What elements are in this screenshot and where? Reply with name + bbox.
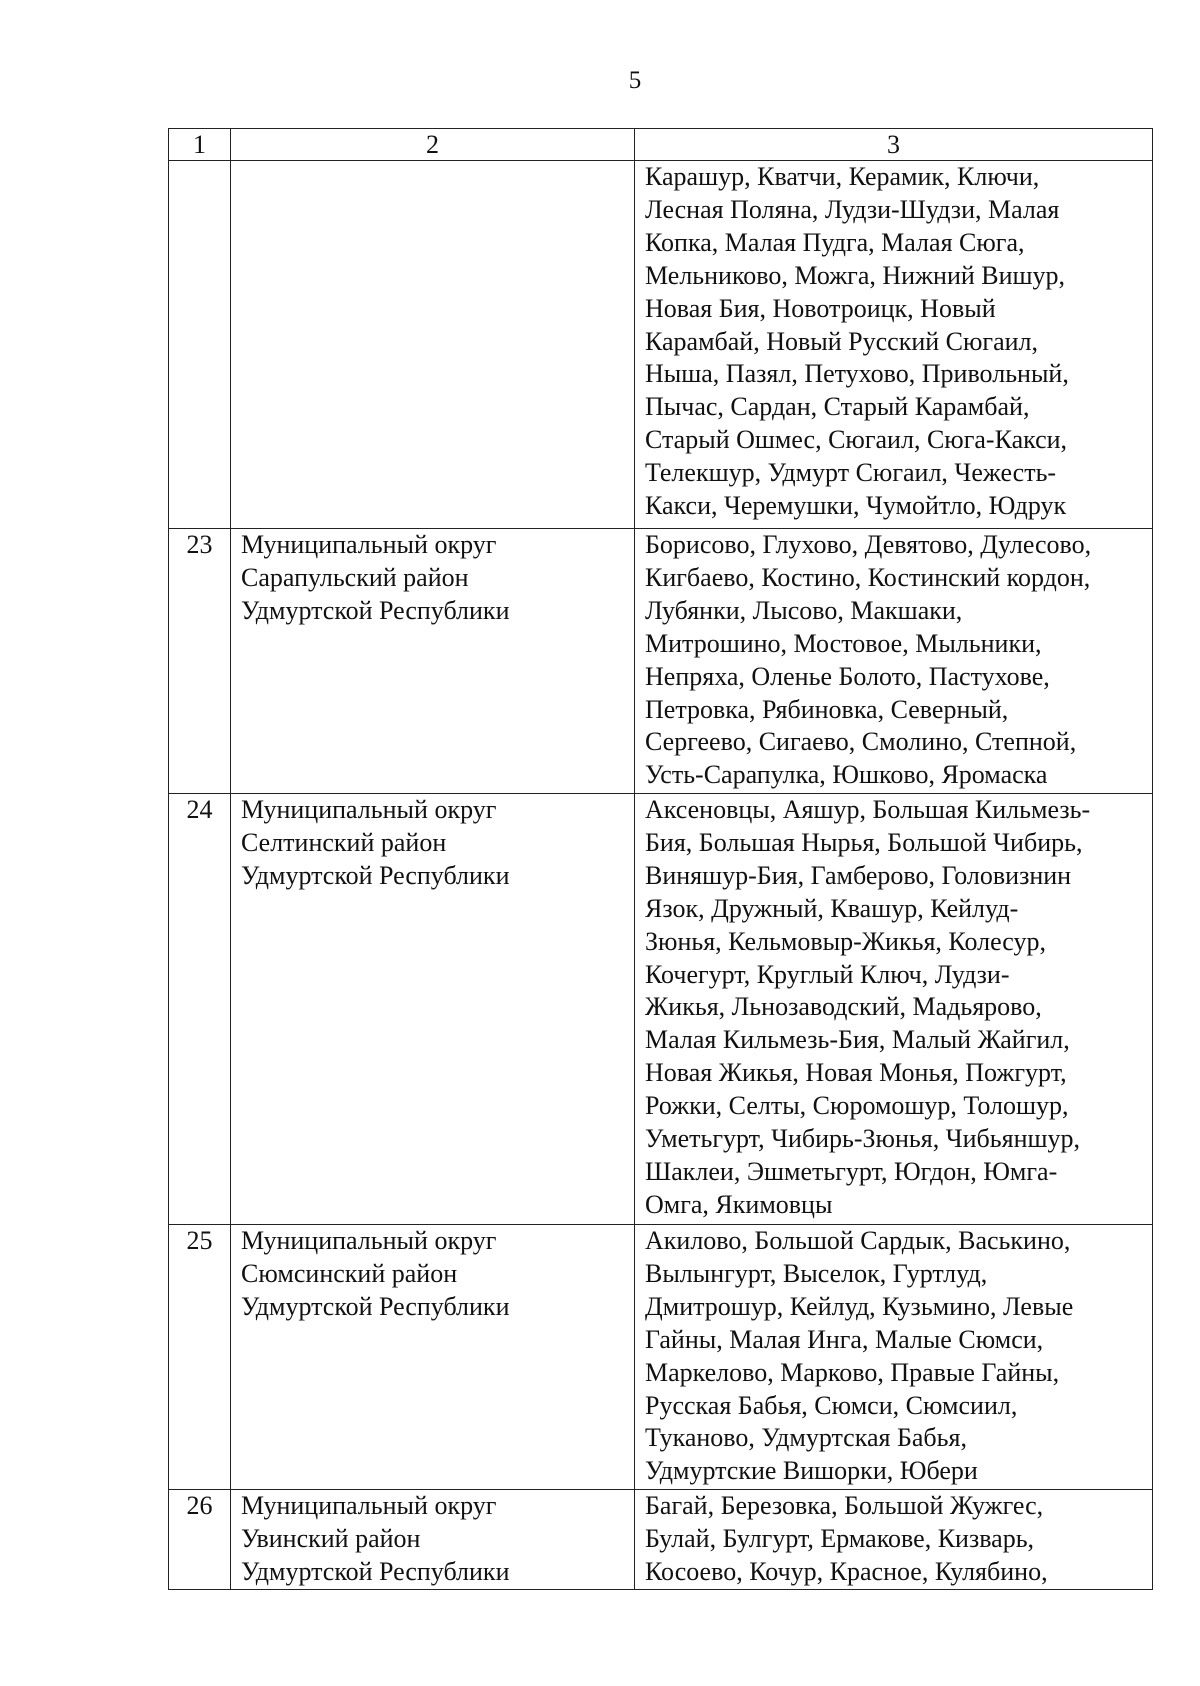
settlements-line: Жикья, Льнозаводский, Мадьярово, [645,992,1042,1022]
table-row [169,794,1153,1225]
settlements-line: Русская Бабья, Сюмси, Сюмсиил, [645,1390,1018,1420]
settlements-line: Новая Бия, Новотроицк, Новый [645,293,996,323]
settlements-line: Язок, Дружный, Квашур, Кейлуд- [645,893,1019,923]
column-header-2: 2 [231,129,635,161]
settlements-line: Дмитрошур, Кейлуд, Кузьмино, Левые [645,1291,1074,1321]
settlements-line: Маркелово, Марково, Правые Гайны, [645,1357,1060,1387]
table-row [169,1225,1153,1490]
settlements-line: Ныша, Пазял, Петухово, Привольный, [645,359,1069,389]
table-row [169,1490,1153,1590]
region-name: Муниципальный округ Сюмсинский район Удмуртской Республики [231,1225,635,1490]
region-name: Муниципальный округ Селтинский район Удмуртской Республики [231,794,635,1225]
settlements-line: Малая Кильмезь-Бия, Малый Жайгил, [645,1025,1070,1055]
settlements-line: Сергеево, Сигаево, Смолино, Степной, [645,727,1077,757]
settlements-line: Карамбай, Новый Русский Сюгаил, [645,326,1039,356]
region-name: Муниципальный округ Увинский район Удмуртской Республики [231,1490,635,1590]
settlements-line: Косоево, Кочур, Красное, Кулябино, [645,1556,1048,1586]
settlements-line: Непряха, Оленье Болото, Пастухове, [645,661,1050,691]
settlements-line: Борисово, Глухово, Девятово, Дулесово, [645,530,1092,559]
settlements-line: Шаклеи, Эшметьгурт, Югдон, Юмга- [645,1156,1058,1186]
settlements-line: Гайны, Малая Инга, Малые Сюмси, [645,1324,1044,1354]
settlements-line: Копка, Малая Пудга, Малая Сюга, [645,227,1025,257]
row-number: 24 [169,794,231,1225]
settlements-line: Аксеновцы, Аяшур, Большая Кильмезь- [645,795,1091,824]
settlements-line: Усть-Сарапулка, Юшково, Яромаска [645,760,1048,790]
row-number: 26 [169,1490,231,1590]
settlements-table [168,128,1153,1590]
settlements-line: Кигбаево, Костино, Костинский кордон, [645,562,1091,592]
settlements-line: Багай, Березовка, Большой Жужгес, [645,1491,1044,1520]
settlements-line: Виняшур-Бия, Гамберово, Головизнин [645,860,1072,890]
settlements-line: Булай, Булгурт, Ермакове, Кизварь, [645,1523,1035,1553]
settlements-line: Старый Ошмес, Сюгаил, Сюга-Какси, [645,425,1068,455]
settlements-line: Вылынгурт, Выселок, Гуртлуд, [645,1258,988,1288]
settlements-line: Мельниково, Можга, Нижний Вишур, [645,260,1066,290]
settlements-line: Карашур, Кватчи, Керамик, Ключи, [645,162,1040,191]
table-row [169,161,1153,529]
table-row [169,529,1153,794]
settlements-line: Лубянки, Лысово, Макшаки, [645,595,963,625]
settlements-line: Телекшур, Удмурт Сюгаил, Чежесть- [645,458,1057,488]
settlements-list [635,1225,1153,1490]
settlements-line: Омга, Якимовцы [645,1189,833,1219]
settlements-line: Рожки, Селты, Сюромошур, Толошур, [645,1091,1069,1121]
settlements-list [635,161,1153,529]
row-number [169,161,231,529]
row-number: 23 [169,529,231,794]
row-number: 25 [169,1225,231,1490]
settlements-line: Зюнья, Кельмовыр-Жикья, Колесур, [645,926,1046,956]
settlements-line: Бия, Большая Нырья, Большой Чибирь, [645,827,1083,857]
page-number: 5 [628,67,642,94]
settlements-line: Кочегурт, Круглый Ключ, Лудзи- [645,959,1010,989]
settlements-line: Петровка, Рябиновка, Северный, [645,694,1009,724]
settlements-line: Туканово, Удмуртская Бабья, [645,1423,967,1453]
settlements-line: Лесная Поляна, Лудзи-Шудзи, Малая [645,194,1060,224]
settlements-line: Какси, Черемушки, Чумойтло, Юдрук [645,491,1067,521]
table-header-row [169,129,1153,161]
settlements-line: Митрошино, Мостовое, Мыльники, [645,628,1042,658]
settlements-list [635,1490,1153,1590]
settlements-line: Акилово, Большой Сардык, Васькино, [645,1226,1071,1255]
region-name [231,161,635,529]
region-name: Муниципальный округ Сарапульский район Удмуртской Республики [231,529,635,794]
column-header-1: 1 [169,129,231,161]
settlements-line: Пычас, Сардан, Старый Карамбай, [645,392,1030,422]
settlements-line: Уметьгурт, Чибирь-Зюнья, Чибьяншур, [645,1124,1081,1154]
settlements-list [635,529,1153,794]
settlements-list [635,794,1153,1225]
settlements-line: Удмуртские Вишорки, Юбери [645,1456,978,1486]
settlements-line: Новая Жикья, Новая Монья, Пожгурт, [645,1058,1067,1088]
column-header-3: 3 [635,129,1153,161]
